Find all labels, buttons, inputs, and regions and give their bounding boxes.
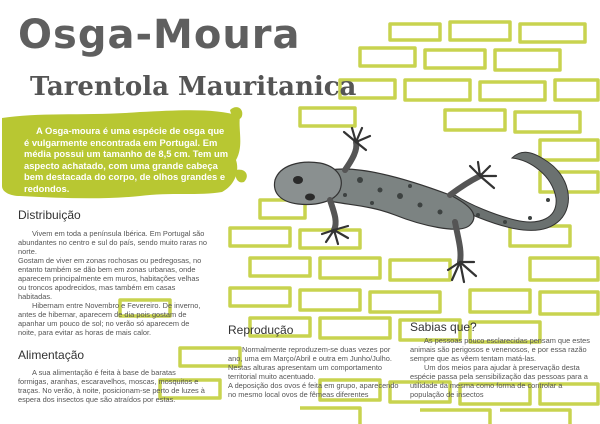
section-heading-sabias: Sabias que? xyxy=(410,320,477,334)
section-body-alimentacao xyxy=(18,368,208,404)
section-heading-alimentacao: Alimentação xyxy=(18,348,85,362)
section-body-distribuicao xyxy=(18,229,208,337)
section-body-sabias xyxy=(410,336,590,399)
paragraph: Hibernam entre Novembro e Fevereiro. De inverno, antes de hibernar, aparecem de dia pois gostam de apanhar um pouco de sol; no verão só aparecem de noite, para evitar as horas de mais calor. xyxy=(18,301,201,337)
section-heading-distribuicao: Distribuição xyxy=(18,208,81,222)
section-heading-reproducao: Reprodução xyxy=(228,323,294,337)
paragraph: A deposição dos ovos é feita em grupo, aparecendo no mesmo local ovos de fêmeas diferentes xyxy=(228,381,399,399)
paragraph: A sua alimentação é feita à base de baratas formigas, aranhas, escaravelhos, moscas, mosquitos e traças. No verão, à noite, posicionam-se perto de luzes à espera dos insectos que são atraídos por estas. xyxy=(18,368,205,404)
paragraph: Gostam de viver em zonas rochosas ou pedregosas, no entanto também se dão bem em zonas urbanas, onde aparecem principalmente em muros, habitações velhas ou troncos apodrecidos, mas também em casas habitadas. xyxy=(18,256,202,301)
paragraph: Vivem em toda a península Ibérica. Em Portugal são abundantes no centro e sul do país, sendo muito raras no norte. xyxy=(18,229,207,256)
paragraph: As pessoas pouco esclarecidas pensam que estes animais são perigosos e venenosos, e por essa razão sempre que as vêem tentam matá-las. xyxy=(410,336,590,363)
page-subtitle: Tarentola Mauritanica xyxy=(30,72,357,102)
paragraph: Um dos meios para ajudar à preservação desta espécie passa pela sensibilização das pessoas para a utilidade da mesma como forma de controlar a população de insectos xyxy=(410,363,588,399)
section-body-reproducao xyxy=(228,345,403,399)
paragraph: Normalmente reproduzem-se duas vezes por ano, uma em Março/Abril e outra em Junho/Julho. Nestas alturas apresentam um comportamento territorial muito acentuado. xyxy=(228,345,392,381)
intro-text: A Osga-moura é uma espécie de osga que é vulgarmente encontrada em Portugal. Em média possui um tamanho de 8,5 cm. Tem um aspecto achatado, com uma grande cabeça bem destacada do corpo, de olhos grandes e redondos. xyxy=(24,125,229,194)
page-title: Osga-Moura xyxy=(18,12,301,58)
